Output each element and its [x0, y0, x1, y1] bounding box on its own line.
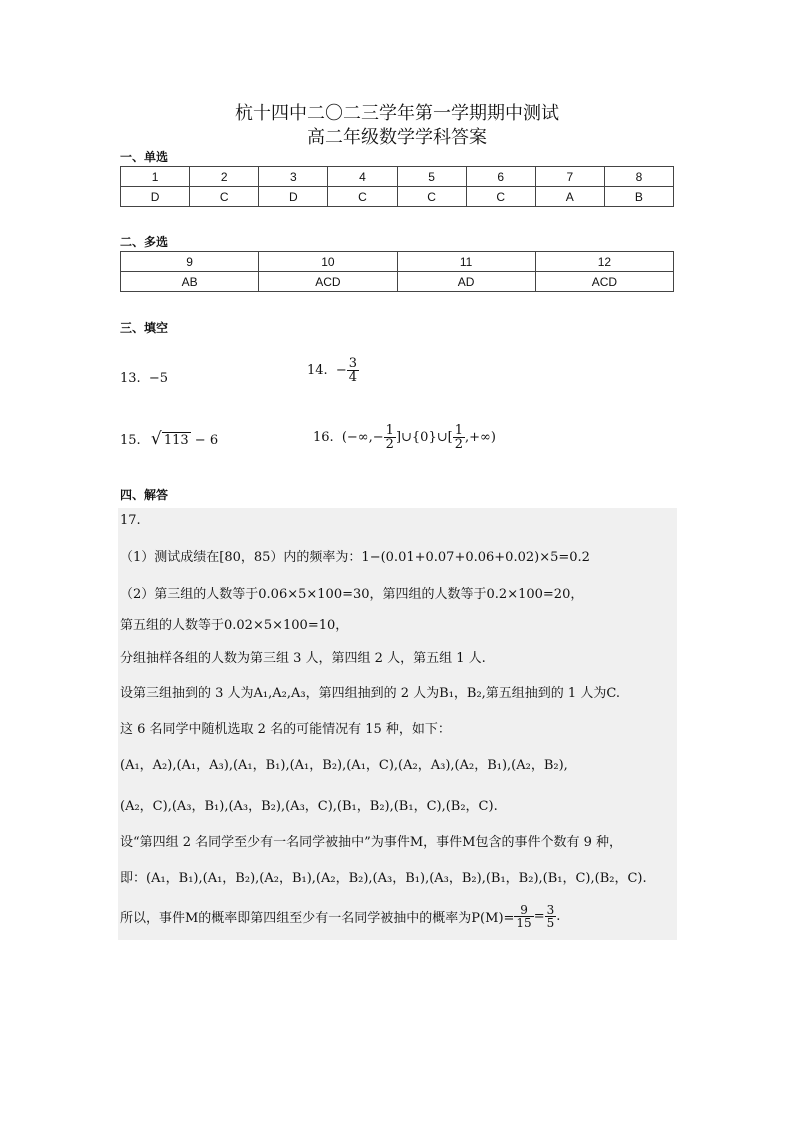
- answer-cell: D: [121, 187, 190, 207]
- q16-close: ,+∞): [464, 430, 496, 445]
- question-number: 6: [466, 167, 535, 187]
- table-row: [121, 252, 674, 272]
- q15-sqrt: [150, 429, 191, 449]
- question-number: 5: [397, 167, 466, 187]
- q15-radicand: 113: [163, 433, 189, 448]
- q16-mid: ]∪{0}∪[: [395, 430, 453, 445]
- q14-numerator: 3: [348, 356, 358, 371]
- question-number: 1: [121, 167, 190, 187]
- q16-fraction-1-numerator: 1: [385, 423, 394, 438]
- q16-fraction-1-denominator: 2: [385, 437, 394, 452]
- q17-line-11-prefix: 所以，事件M的概率即第四组至少有一名同学被抽中的概率为P(M)=: [120, 911, 515, 926]
- answer-cell: AB: [121, 272, 259, 292]
- q17-line-1: （1）测试成绩在[80，85）内的频率为：1−(0.01+0.07+0.06+0.02)×5=0.2: [120, 550, 590, 565]
- q16-fraction-1: [384, 424, 396, 451]
- radical-sign-icon: √: [150, 429, 162, 449]
- answer-cell: D: [259, 187, 328, 207]
- question-number: 8: [604, 167, 673, 187]
- answer-cell: C: [328, 187, 397, 207]
- q16-fraction-2: [453, 424, 465, 451]
- answer-cell: AD: [397, 272, 535, 292]
- q14-answer: [307, 357, 359, 384]
- q13-number: 13.: [120, 371, 141, 386]
- answer-cell: A: [535, 187, 604, 207]
- q17-probability-fraction-2: [545, 904, 557, 929]
- question-number: 11: [397, 252, 535, 272]
- answer-cell: C: [466, 187, 535, 207]
- q17-line-8: (A₂，C),(A₃，B₁),(A₃，B₂),(A₃，C),(B₁，B₂),(B₁，C),(B₂，C).: [120, 799, 498, 814]
- q16-fraction-2-numerator: 1: [454, 423, 463, 438]
- fraction-1-denominator: 15: [516, 916, 532, 930]
- question-number: 3: [259, 167, 328, 187]
- question-number: 10: [259, 252, 397, 272]
- q13-value: −5: [148, 371, 168, 386]
- q16-open: (−∞,−: [341, 430, 384, 445]
- answer-cell: C: [190, 187, 259, 207]
- q15-rest: − 6: [190, 433, 219, 448]
- section-fill-blank-label: 三、填空: [120, 321, 169, 335]
- single-choice-table: [120, 166, 674, 207]
- table-row: [121, 187, 674, 207]
- q15-answer: [120, 429, 219, 449]
- q17-line-9: 设“第四组 2 名同学至少有一名同学被抽中”为事件M，事件M包含的事件个数有 9 种，: [120, 835, 622, 850]
- q14-fraction: [347, 357, 359, 384]
- fraction-2-denominator: 5: [546, 916, 555, 930]
- q16-fraction-2-denominator: 2: [454, 437, 463, 452]
- section-solutions-label: 四、解答: [120, 488, 169, 502]
- q17-number: 17.: [120, 513, 141, 528]
- section-multi-choice-label: 二、多选: [120, 235, 169, 249]
- answer-cell: ACD: [259, 272, 397, 292]
- question-number: 4: [328, 167, 397, 187]
- q17-line-4: 分组抽样各组的人数为第三组 3 人，第四组 2 人，第五组 1 人.: [120, 651, 486, 666]
- question-number: 2: [190, 167, 259, 187]
- answer-cell: ACD: [535, 272, 673, 292]
- q16-number: 16.: [313, 430, 334, 445]
- page-title-line1: 杭十四中二〇二三学年第一学期期中测试: [235, 103, 559, 124]
- q14-sign: −: [335, 363, 347, 378]
- page-title-line2: 高二年级数学学科答案: [307, 127, 487, 148]
- q13-answer: [120, 371, 168, 386]
- fraction-1-numerator: 9: [514, 904, 533, 917]
- q17-line-11-end: .: [556, 909, 561, 924]
- q16-answer: [313, 424, 496, 451]
- question-number: 7: [535, 167, 604, 187]
- table-row: [121, 167, 674, 187]
- q17-line-10: 即：(A₁，B₁),(A₁，B₂),(A₂，B₁),(A₂，B₂),(A₃，B₁),(A₃，B₂),(B₁，B₂),(B₁，C),(B₂，C).: [120, 871, 647, 886]
- section-single-choice-label: 一、单选: [120, 150, 169, 164]
- q17-line-7: (A₁，A₂),(A₁，A₃),(A₁，B₁),(A₁，B₂),(A₁，C),(A₂，A₃),(A₂，B₁),(A₂，B₂),: [120, 758, 568, 773]
- multi-choice-table: [120, 251, 674, 292]
- answer-cell: B: [604, 187, 673, 207]
- answer-cell: C: [397, 187, 466, 207]
- q17-line-2: （2）第三组的人数等于0.06×5×100=30，第四组的人数等于0.2×100=20，: [120, 587, 584, 602]
- q17-line-6: 这 6 名同学中随机选取 2 名的可能情况有 15 种，如下：: [120, 722, 451, 737]
- q17-line-3: 第五组的人数等于0.02×5×100=10，: [120, 618, 349, 633]
- question-number: 12: [535, 252, 673, 272]
- q17-probability-fraction-1: [514, 904, 533, 929]
- q14-number: 14.: [307, 363, 328, 378]
- q17-line-11: [120, 904, 560, 929]
- question-number: 9: [121, 252, 259, 272]
- q17-equals: =: [533, 909, 545, 924]
- fraction-2-numerator: 3: [546, 903, 555, 917]
- q15-number: 15.: [120, 433, 141, 448]
- q14-denominator: 4: [348, 370, 358, 385]
- table-row: [121, 272, 674, 292]
- q17-line-5: 设第三组抽到的 3 人为A₁,A₂,A₃，第四组抽到的 2 人为B₁，B₂,第五组抽到的 1 人为C.: [120, 686, 620, 701]
